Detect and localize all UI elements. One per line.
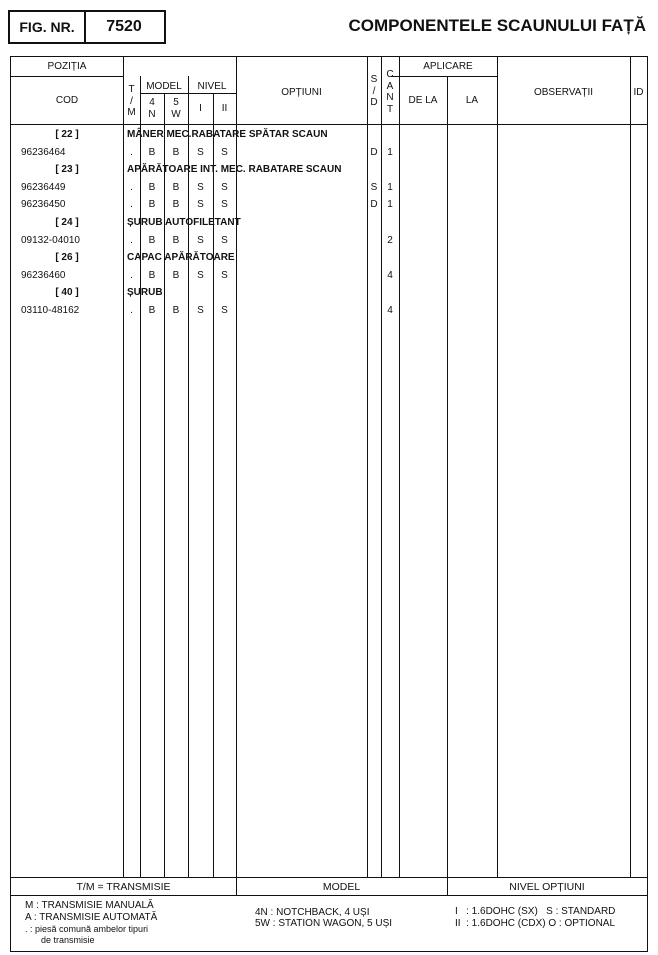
cant-value: 4	[387, 305, 393, 316]
footer-tm-line: . : piesă comună ambelor tipuri	[25, 924, 149, 934]
footer-nivel-line: I : 1.6DOHC (SX) S : STANDARD	[455, 906, 616, 917]
nivel-1-value: S	[197, 199, 204, 211]
header-tm	[123, 84, 140, 119]
model-5w-value: B	[172, 146, 180, 158]
header-model-4n	[140, 97, 164, 120]
part-row	[11, 235, 647, 253]
model-5w-value: B	[172, 269, 180, 281]
header-pozitia: POZIȚIA	[47, 61, 87, 72]
position-row	[11, 217, 647, 235]
header-model-5w	[164, 97, 188, 120]
header-la: LA	[465, 95, 479, 106]
cant-value: 1	[387, 146, 393, 158]
model-4n-value: B	[148, 305, 156, 316]
header-cant-n: N	[386, 92, 394, 103]
header-sd-s: S	[370, 74, 378, 85]
nivel-2-value: S	[221, 269, 228, 281]
position-description: APĂRĂTOARE INT. MEC. RABATARE SCAUN	[127, 164, 342, 176]
nivel-1-value: S	[197, 146, 204, 158]
model-4n-value: B	[148, 199, 156, 211]
header-model-5: 5	[173, 97, 179, 108]
nivel-2-value: S	[221, 305, 228, 316]
header-model: MODEL	[146, 81, 182, 92]
tm-value: .	[130, 305, 133, 316]
footer-model-line: 5W : STATION WAGON, 5 UȘI	[255, 918, 393, 929]
position-description: MÂNER MEC.RABATARE SPĂTAR SCAUN	[127, 129, 328, 140]
footer-tm-line: de transmisie	[41, 935, 95, 945]
position-ref: [ 26 ]	[55, 252, 79, 264]
part-code: 96236449	[21, 181, 66, 193]
header-cant-a: A	[386, 80, 394, 92]
sd-value: D	[370, 146, 378, 158]
pozitia-underline	[11, 76, 123, 77]
footer-title-line	[11, 895, 647, 896]
tm-value: .	[130, 234, 133, 246]
position-row	[11, 129, 647, 147]
footer-model-title: MODEL	[322, 881, 361, 893]
model-4n-value: B	[148, 146, 156, 158]
header-model-n: N	[148, 108, 156, 120]
aplicare-underline	[391, 76, 497, 77]
nivel-1-value: S	[197, 269, 204, 281]
cant-value: 2	[387, 234, 393, 246]
header-model-w: W	[171, 108, 181, 120]
nivel-1-value: S	[197, 181, 204, 193]
position-ref: [ 22 ]	[55, 129, 79, 140]
nivel-1-value: S	[197, 305, 204, 316]
part-code: 96236464	[21, 146, 66, 158]
part-row	[11, 270, 647, 288]
nivel-1-value: S	[197, 234, 204, 246]
position-ref: [ 40 ]	[55, 287, 79, 299]
header-nivel-1: I	[199, 103, 202, 114]
header-sd	[367, 74, 381, 109]
parts-table	[10, 56, 648, 952]
tm-value: .	[130, 181, 133, 193]
part-code: 96236460	[21, 269, 66, 281]
figure-label: FIG. NR.	[10, 12, 86, 42]
table-body	[11, 129, 647, 869]
footer-nivel-title: NIVEL OPȚIUNI	[509, 881, 585, 893]
position-ref: [ 24 ]	[55, 217, 79, 228]
header-model-4: 4	[149, 97, 155, 108]
part-row	[11, 147, 647, 165]
position-description: ȘURUB AUTOFILETANT	[127, 217, 241, 228]
page-title: COMPONENTELE SCAUNULUI FAȚĂ	[348, 16, 646, 35]
header-aplicare: APLICARE	[423, 61, 473, 72]
cant-value: 1	[387, 181, 393, 193]
footer-top-line	[11, 877, 647, 878]
header-cant-c: C	[386, 69, 394, 80]
footer-tm-title: T/M = TRANSMISIE	[76, 881, 171, 893]
part-code: 09132-04010	[21, 234, 80, 246]
header-de-la: DE LA	[408, 95, 438, 106]
nivel-2-value: S	[221, 146, 228, 158]
model-4n-value: B	[148, 234, 156, 246]
header-tm-t: T	[128, 84, 135, 95]
header-nivel-2: II	[221, 103, 228, 114]
cant-value: 1	[387, 199, 393, 211]
footer-tm-line: M : TRANSMISIE MANUALĂ	[25, 900, 154, 911]
cant-value: 4	[387, 269, 393, 281]
position-description: CAPAC APĂRĂTOARE	[127, 252, 235, 264]
part-code: 03110-48162	[21, 305, 80, 316]
tm-value: .	[130, 269, 133, 281]
figure-number: 7520	[106, 18, 142, 35]
nivel-2-value: S	[221, 199, 228, 211]
model-4n-value: B	[148, 181, 156, 193]
sd-value: D	[370, 199, 378, 211]
footer-model-line: 4N : NOTCHBACK, 4 UȘI	[255, 907, 370, 918]
nivel-2-value: S	[221, 181, 228, 193]
part-row	[11, 199, 647, 217]
tm-value: .	[130, 199, 133, 211]
header-cant-t: T	[386, 103, 394, 115]
model-5w-value: B	[172, 305, 180, 316]
figure-number-box	[8, 10, 166, 44]
header-tm-slash: /	[130, 95, 133, 107]
part-row	[11, 182, 647, 200]
footer-nivel-line: II : 1.6DOHC (CDX) O : OPTIONAL	[455, 918, 616, 929]
header-observatii: OBSERVAȚII	[533, 87, 594, 98]
header-id: ID	[633, 87, 644, 98]
position-row	[11, 287, 647, 305]
header-optiuni: OPȚIUNI	[281, 87, 322, 98]
header-sd-d: D	[370, 97, 378, 108]
header-cod: COD	[55, 95, 79, 106]
position-ref: [ 23 ]	[55, 164, 79, 176]
position-row	[11, 164, 647, 182]
nivel-2-value: S	[221, 234, 228, 246]
header-cant	[381, 69, 399, 115]
part-row	[11, 305, 647, 323]
tm-value: .	[130, 146, 133, 158]
position-row	[11, 252, 647, 270]
model-4n-value: B	[148, 269, 156, 281]
part-code: 96236450	[21, 199, 66, 211]
header-nivel: NIVEL	[197, 81, 227, 92]
header-bottom-line	[11, 124, 647, 125]
header-sd-slash: /	[372, 85, 376, 97]
model-5w-value: B	[172, 199, 180, 211]
model-5w-value: B	[172, 181, 180, 193]
sd-value: S	[370, 181, 378, 193]
footer-tm-line: A : TRANSMISIE AUTOMATĂ	[25, 912, 158, 923]
position-description: ȘURUB	[127, 287, 163, 299]
model-5w-value: B	[172, 234, 180, 246]
header-tm-m: M	[127, 107, 136, 118]
